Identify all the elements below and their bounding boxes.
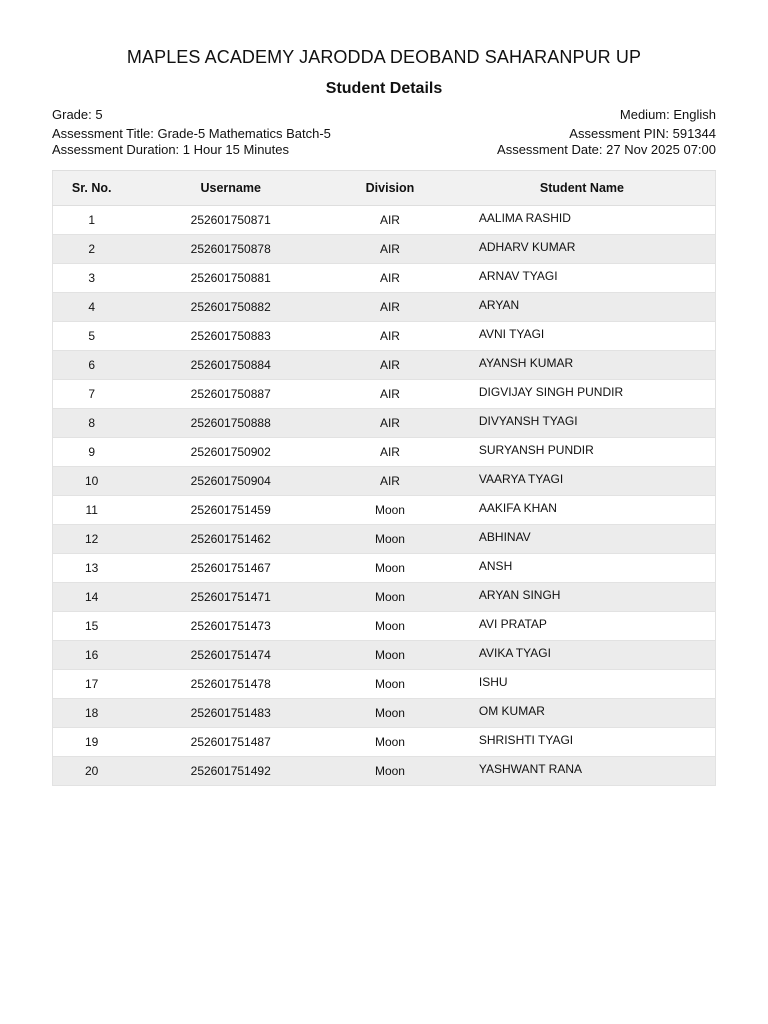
cell-sr-no: 18	[53, 699, 131, 728]
student-name-text: VAARYA TYAGI	[478, 472, 564, 486]
table-row	[53, 583, 716, 612]
student-name-text: AVI PRATAP	[478, 617, 547, 631]
cell-sr-no: 5	[53, 322, 131, 351]
cell-username: 252601751462	[130, 525, 331, 554]
student-table-body	[53, 206, 716, 786]
cell-username: 252601750884	[130, 351, 331, 380]
table-header-row	[53, 171, 716, 206]
cell-student-name	[449, 322, 716, 351]
cell-student-name	[449, 641, 716, 670]
cell-division: Moon	[331, 670, 449, 699]
cell-division: AIR	[331, 206, 449, 235]
table-row	[53, 525, 716, 554]
cell-username: 252601751487	[130, 728, 331, 757]
cell-student-name	[449, 757, 716, 786]
table-row	[53, 612, 716, 641]
cell-student-name	[449, 467, 716, 496]
student-name-text: ARNAV TYAGI	[478, 269, 558, 283]
cell-username: 252601750878	[130, 235, 331, 264]
cell-sr-no: 14	[53, 583, 131, 612]
cell-sr-no: 3	[53, 264, 131, 293]
cell-division: Moon	[331, 583, 449, 612]
student-name-text: SURYANSH PUNDIR	[478, 443, 594, 457]
student-name-text: AALIMA RASHID	[478, 211, 571, 225]
assessment-duration-text: Assessment Duration: 1 Hour 15 Minutes	[52, 142, 289, 157]
student-name-text: ARYAN SINGH	[478, 588, 561, 602]
cell-username: 252601751459	[130, 496, 331, 525]
column-header-division: Division	[331, 171, 449, 206]
table-row	[53, 728, 716, 757]
cell-division: AIR	[331, 380, 449, 409]
cell-username: 252601751474	[130, 641, 331, 670]
cell-student-name	[449, 206, 716, 235]
cell-division: AIR	[331, 351, 449, 380]
cell-username: 252601750883	[130, 322, 331, 351]
cell-division: AIR	[331, 438, 449, 467]
table-row	[53, 351, 716, 380]
cell-username: 252601750887	[130, 380, 331, 409]
table-row	[53, 322, 716, 351]
cell-sr-no: 17	[53, 670, 131, 699]
cell-student-name	[449, 728, 716, 757]
grade-text: Grade: 5	[52, 107, 103, 122]
school-name: MAPLES ACADEMY JARODDA DEOBAND SAHARANPUR UP	[126, 47, 642, 67]
cell-division: Moon	[331, 496, 449, 525]
column-header-username: Username	[130, 171, 331, 206]
cell-username: 252601751467	[130, 554, 331, 583]
cell-sr-no: 6	[53, 351, 131, 380]
table-row	[53, 235, 716, 264]
cell-username: 252601751492	[130, 757, 331, 786]
cell-sr-no: 1	[53, 206, 131, 235]
cell-student-name	[449, 293, 716, 322]
table-row	[53, 206, 716, 235]
table-row	[53, 670, 716, 699]
cell-student-name	[449, 264, 716, 293]
assessment-title-text: Assessment Title: Grade-5 Mathematics Batch-5	[52, 126, 331, 141]
cell-division: AIR	[331, 467, 449, 496]
table-row	[53, 496, 716, 525]
cell-sr-no: 20	[53, 757, 131, 786]
table-row	[53, 641, 716, 670]
cell-student-name	[449, 670, 716, 699]
cell-division: AIR	[331, 322, 449, 351]
cell-username: 252601750902	[130, 438, 331, 467]
cell-username: 252601750888	[130, 409, 331, 438]
student-name-text: ARYAN	[478, 298, 520, 312]
cell-division: AIR	[331, 293, 449, 322]
table-row	[53, 699, 716, 728]
cell-username: 252601751471	[130, 583, 331, 612]
student-name-text: DIVYANSH TYAGI	[478, 414, 578, 428]
cell-sr-no: 9	[53, 438, 131, 467]
student-name-text: ANSH	[478, 559, 513, 573]
cell-username: 252601750904	[130, 467, 331, 496]
cell-username: 252601751473	[130, 612, 331, 641]
table-row	[53, 293, 716, 322]
column-header-sr-no: Sr. No.	[53, 171, 131, 206]
medium-text: Medium: English	[619, 107, 716, 122]
table-row	[53, 409, 716, 438]
table-row	[53, 380, 716, 409]
cell-student-name	[449, 380, 716, 409]
cell-division: AIR	[331, 264, 449, 293]
cell-division: Moon	[331, 641, 449, 670]
cell-student-name	[449, 235, 716, 264]
meta-row-duration	[52, 142, 716, 158]
meta-row-title	[52, 126, 716, 142]
cell-student-name	[449, 351, 716, 380]
student-name-text: ABHINAV	[478, 530, 531, 544]
cell-sr-no: 12	[53, 525, 131, 554]
student-name-text: AAKIFA KHAN	[478, 501, 557, 515]
cell-division: Moon	[331, 699, 449, 728]
cell-student-name	[449, 583, 716, 612]
student-name-text: ISHU	[478, 675, 508, 689]
cell-student-name	[449, 496, 716, 525]
cell-sr-no: 4	[53, 293, 131, 322]
cell-student-name	[449, 525, 716, 554]
student-name-text: AYANSH KUMAR	[478, 356, 574, 370]
cell-division: Moon	[331, 554, 449, 583]
table-row	[53, 554, 716, 583]
student-name-text: AVNI TYAGI	[478, 327, 545, 341]
cell-sr-no: 15	[53, 612, 131, 641]
assessment-pin-text: Assessment PIN: 591344	[569, 126, 716, 141]
cell-division: Moon	[331, 525, 449, 554]
cell-sr-no: 13	[53, 554, 131, 583]
cell-sr-no: 7	[53, 380, 131, 409]
cell-division: Moon	[331, 612, 449, 641]
student-name-text: SHRISHTI TYAGI	[478, 733, 574, 747]
cell-sr-no: 11	[53, 496, 131, 525]
student-name-text: YASHWANT RANA	[478, 762, 583, 776]
report-title: Student Details	[325, 80, 443, 97]
meta-row-grade	[52, 107, 716, 123]
table-row	[53, 264, 716, 293]
cell-student-name	[449, 699, 716, 728]
cell-student-name	[449, 438, 716, 467]
student-name-text: OM KUMAR	[478, 704, 545, 718]
cell-student-name	[449, 612, 716, 641]
student-name-text: DIGVIJAY SINGH PUNDIR	[478, 385, 624, 399]
cell-student-name	[449, 554, 716, 583]
cell-username: 252601750871	[130, 206, 331, 235]
cell-student-name	[449, 409, 716, 438]
cell-division: AIR	[331, 235, 449, 264]
student-table	[52, 170, 716, 786]
cell-username: 252601750881	[130, 264, 331, 293]
cell-sr-no: 8	[53, 409, 131, 438]
table-row	[53, 757, 716, 786]
table-row	[53, 467, 716, 496]
student-name-text: ADHARV KUMAR	[478, 240, 576, 254]
cell-sr-no: 19	[53, 728, 131, 757]
column-header-student-name: Student Name	[449, 171, 716, 206]
cell-division: Moon	[331, 728, 449, 757]
cell-username: 252601750882	[130, 293, 331, 322]
assessment-date-text: Assessment Date: 27 Nov 2025 07:00	[497, 142, 716, 157]
cell-sr-no: 2	[53, 235, 131, 264]
cell-username: 252601751478	[130, 670, 331, 699]
cell-division: Moon	[331, 757, 449, 786]
student-name-text: AVIKA TYAGI	[478, 646, 551, 660]
cell-division: AIR	[331, 409, 449, 438]
cell-sr-no: 10	[53, 467, 131, 496]
cell-sr-no: 16	[53, 641, 131, 670]
cell-username: 252601751483	[130, 699, 331, 728]
table-row	[53, 438, 716, 467]
